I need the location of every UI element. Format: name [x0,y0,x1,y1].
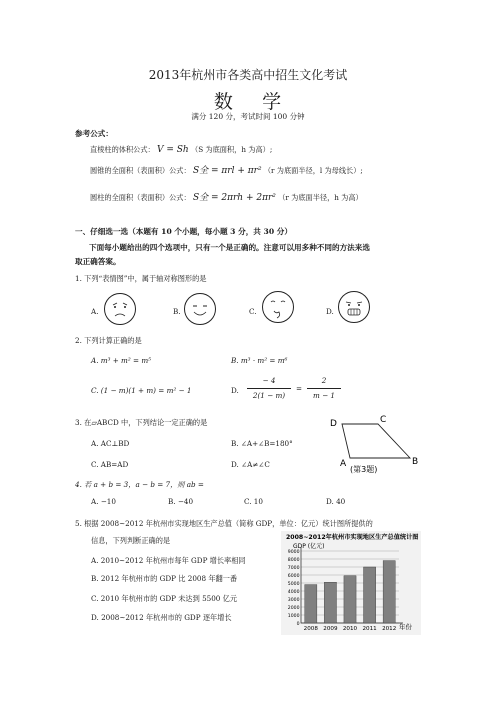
q4-option-c: C. 10 [244,497,263,506]
x-tick-label: 2010 [342,626,358,632]
formula-1 [90,145,272,155]
q5-option-a: A. 2010~2012 年杭州市每年 GDP 增长率相同 [91,556,246,565]
q3-option-b: B. ∠A+∠B=180° [231,439,293,448]
q2-option-b: B. m³ · m² = m⁶ [231,356,288,365]
y-tick-label: 9000 [287,549,300,555]
bar-2010 [344,576,356,623]
formula-2-expr: S全 = πrl + πr² [192,166,262,176]
q4-option-a: A. −10 [91,497,116,506]
bar-2012 [383,561,395,623]
q3-option-c: C. AB=AD [91,460,129,469]
formula-2-note: （r 为底面半径，l 为母线长）; [263,166,363,175]
x-tick-label: 2011 [362,626,377,632]
q4-stem: 4. 若 a + b = 3，a − b = 7，则 ab = [75,480,204,489]
grin-face-icon [338,291,370,323]
parallelogram-shape [342,424,410,458]
chart-y-label: GDP (亿元) [293,543,325,550]
q2-d-left-numerator: − 4 [262,376,276,385]
x-tick-label: 2009 [323,626,338,632]
q1-option-d-label: D. [326,307,334,316]
y-tick-label: 3000 [287,597,300,603]
chart-x-label: 年份 [399,623,412,631]
formulas-heading: 参考公式： [75,129,113,138]
q1-face-d-drawing [339,292,369,322]
q2-d-equals: = [296,384,303,393]
y-tick-label: 7000 [287,565,300,571]
q5-stem-line2: 信息，下列判断正确的是 [91,536,171,545]
q2-option-c: C. (1 − m)(1 + m) = m² − 1 [91,386,192,395]
x-tick-label: 2012 [382,626,397,632]
x-tick-label: 2008 [303,626,318,632]
q5-stem-line1: 5. 根据 2008~2012 年杭州市实现地区生产总值（简称 GDP，单位：亿元）统计图所提供的 [75,519,373,528]
chart-title: 2008~2012年杭州市实现地区生产总值统计图 [286,534,419,541]
formula-1-expr: V = Sh [157,145,189,155]
q1-face-c-drawing [263,292,293,322]
y-tick-label: 0 [296,621,300,627]
gdp-bar-chart [281,531,421,635]
formula-3 [90,190,363,203]
bar-2008 [305,585,317,623]
section-instruction-2: 取正确答案。 [75,257,121,266]
y-tick-label: 2000 [287,605,300,611]
smile-face-icon [184,293,216,325]
formula-3-note: （r 为底面半径，h 为高） [278,193,363,202]
q2-option-a: A. m³ + m² = m⁵ [91,356,152,365]
q1-option-b-label: B. [173,307,181,316]
q1-face-a-drawing [105,294,135,324]
exam-title: 2013年杭州市各类高中招生文化考试 [148,68,348,82]
vertex-d-label: D [330,419,337,429]
q2-d-right-denominator: m − 1 [313,391,335,400]
formula-2 [90,163,363,176]
y-tick-label: 1000 [287,613,300,619]
vertex-c-label: C [380,415,387,425]
exam-meta: 满分 120 分，考试时间 100 分钟 [191,112,305,121]
q4-option-d: D. 40 [326,497,346,506]
q4-option-b: B. −40 [168,497,194,506]
vertex-b-label: B [412,457,419,467]
q3-option-a: A. AC⊥BD [91,439,130,448]
thinking-face-icon [262,291,294,323]
formula-1-label: 直棱柱的体积公式： [90,145,155,154]
formula-3-label: 圆柱的全面积（表面积）公式： [90,193,191,202]
q1-option-a-label: A. [91,307,99,316]
q3-option-d: D. ∠A≠∠C [231,460,270,469]
y-tick-label: 4000 [287,589,300,595]
section-heading: 一、仔细选一选（本题有 10 个小题，每小题 3 分，共 30 分） [75,227,292,236]
y-tick-label: 5000 [287,581,300,587]
q2-d-left-denominator: 2(1 − m) [252,391,286,400]
q2-option-d-label: D. [231,386,239,395]
bar-2011 [364,567,376,623]
q2-d-right-fraction-bar [307,388,341,389]
figure-caption: (第3题) [350,465,378,474]
q1-stem: 1. 下列“表情图”中，属于轴对称图形的是 [75,274,207,283]
q5-option-d: D. 2008~2012 年杭州市的 GDP 逐年增长 [91,613,232,622]
q1-face-b-drawing [185,294,215,324]
y-tick-label: 6000 [287,573,300,579]
q5-option-b: B. 2012 年杭州市的 GDP 比 2008 年翻一番 [91,574,238,583]
sad-face-icon [104,293,136,325]
q3-parallelogram-figure [328,414,428,476]
chart-x-ticks [304,626,397,632]
q3-stem: 3. 在▱ABCD 中，下列结论一定正确的是 [75,418,208,427]
q5-option-c: C. 2010 年杭州市的 GDP 未达到 5500 亿元 [91,594,238,603]
y-tick-label: 8000 [287,557,300,563]
subject-title: 数 学 [213,91,283,113]
q2-d-right-numerator: 2 [321,376,327,385]
section-instruction-1: 下面每小题给出的四个选项中，只有一个是正确的。注意可以用多种不同的方法来选 [89,243,370,252]
bar-2009 [324,582,336,623]
formula-1-note: （S 为底面积，h 为高）; [191,145,273,154]
formula-3-expr: S全 = 2πrh + 2πr² [192,193,276,203]
q2-d-left-fraction-bar [247,388,291,389]
vertex-a-label: A [340,459,347,469]
q2-stem: 2. 下列计算正确的是 [75,336,142,345]
q1-option-c-label: C. [249,307,257,316]
formula-2-label: 圆锥的全面积（表面积）公式： [90,166,191,175]
